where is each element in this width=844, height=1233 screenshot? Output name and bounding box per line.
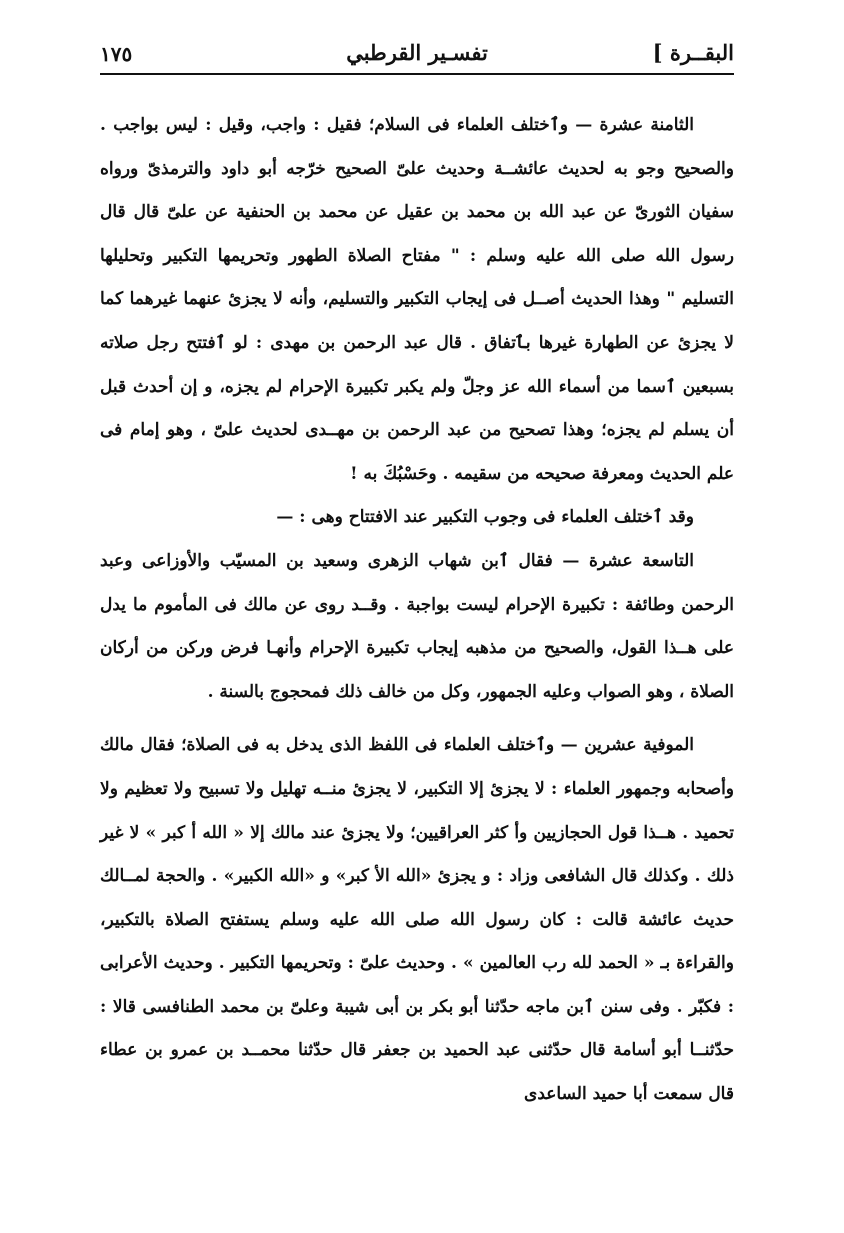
paragraph-intro-line: وقد ٱختلف العلماء فى وجوب التكبير عند الافتتاح وهى : — <box>276 507 694 528</box>
book-title: تفسـير القرطبي <box>346 40 488 65</box>
paragraph-twentieth: الموفية عشرين — وٱختلف العلماء فى اللفظ الذى يدخل به فى الصلاة؛ فقال مالك وأصحابه وجمهور العلماء : لا يجزئ إلا التكبير، لا يجزئ منــه تهليل ولا تسبيح ولا تعظيم ولا تحميد . هــذا قول الحجازيين وأ كثر العراقيين؛ ولا يجزئ عند مالك إلا « الله أ كبر » لا غير ذلك . وكذلك قال الشافعى وزاد : و يجزئ «الله الأ كبر» و «الله الكبير» . والحجة لمــالك حديث عائشة قالت : كان رسول الله صلى الله عليه وسلم يستفتح الصلاة بالتكبير، والقراءة بـ « الحمد لله رب العالمين » . وحديث علىّ : وتحريمها التكبير . وحديث الأعرابى : فكبّر . وفى سنن ٱبن ماجه حدّثنا أبو بكر بن أبى شيبة وعلىّ بن محمد الطنافسى قالا : حدّثنــا أبو أسامة قال حدّثنى عبد الحميد بن جعفر قال حدّثنا محمــد بن عمرو بن عطاء قال سمعت أبا حميد الساعدى <box>100 735 734 1105</box>
surah-name: البقــرة ] <box>652 40 734 65</box>
running-header <box>100 38 734 72</box>
page-number: ١٧٥ <box>100 42 133 66</box>
header-rule <box>100 73 734 75</box>
body-text <box>100 104 734 1117</box>
paragraph-eighteenth: الثامنة عشرة — وٱختلف العلماء فى السلام؛ فقيل : واجب، وقيل : ليس بواجب . والصحيح وجو به لحديث عائشــة وحديث علىّ الصحيح خرّجه أبو داود والترمذىّ ورواه سفيان الثورىّ عن عبد الله بن محمد بن عقيل عن محمد بن الحنفية عن علىّ قال قال رسول الله صلى الله عليه وسلم : " مفتاح الصلاة الطهور وتحريمها التكبير وتحليلها التسليم " وهذا الحديث أصــل فى إيجاب التكبير والتسليم، وأنه لا يجزئ عنهما غيرهما كما لا يجزئ عن الطهارة غيرها بٱتفاق . قال عبد الرحمن بن مهدى : لو ٱفتتح رجل صلاته بسبعين ٱسما من أسماء الله عز وجلّ ولم يكبر تكبيرة الإحرام لم يجزه، و إن أحدث قبل أن يسلم لم يجزه؛ وهذا تصحيح من عبد الرحمن بن مهــدى لحديث علىّ ، وهو إمام فى علم الحديث ومعرفة صحيحه من سقيمه . وحَسْبُكَ به ! <box>100 115 734 484</box>
paragraph-nineteenth: التاسعة عشرة — فقال ٱبن شهاب الزهرى وسعيد بن المسيّب والأوزاعى وعبد الرحمن وطائفة : تكبيرة الإحرام ليست بواجبة . وقــد روى عن مالك فى المأموم ما يدل على هــذا القول، والصحيح من مذهبه إيجاب تكبيرة الإحرام وأنهـا فرض وركن من أركان الصلاة ، وهو الصواب وعليه الجمهور، وكل من خالف ذلك فمحجوج بالسنة . <box>100 550 734 702</box>
